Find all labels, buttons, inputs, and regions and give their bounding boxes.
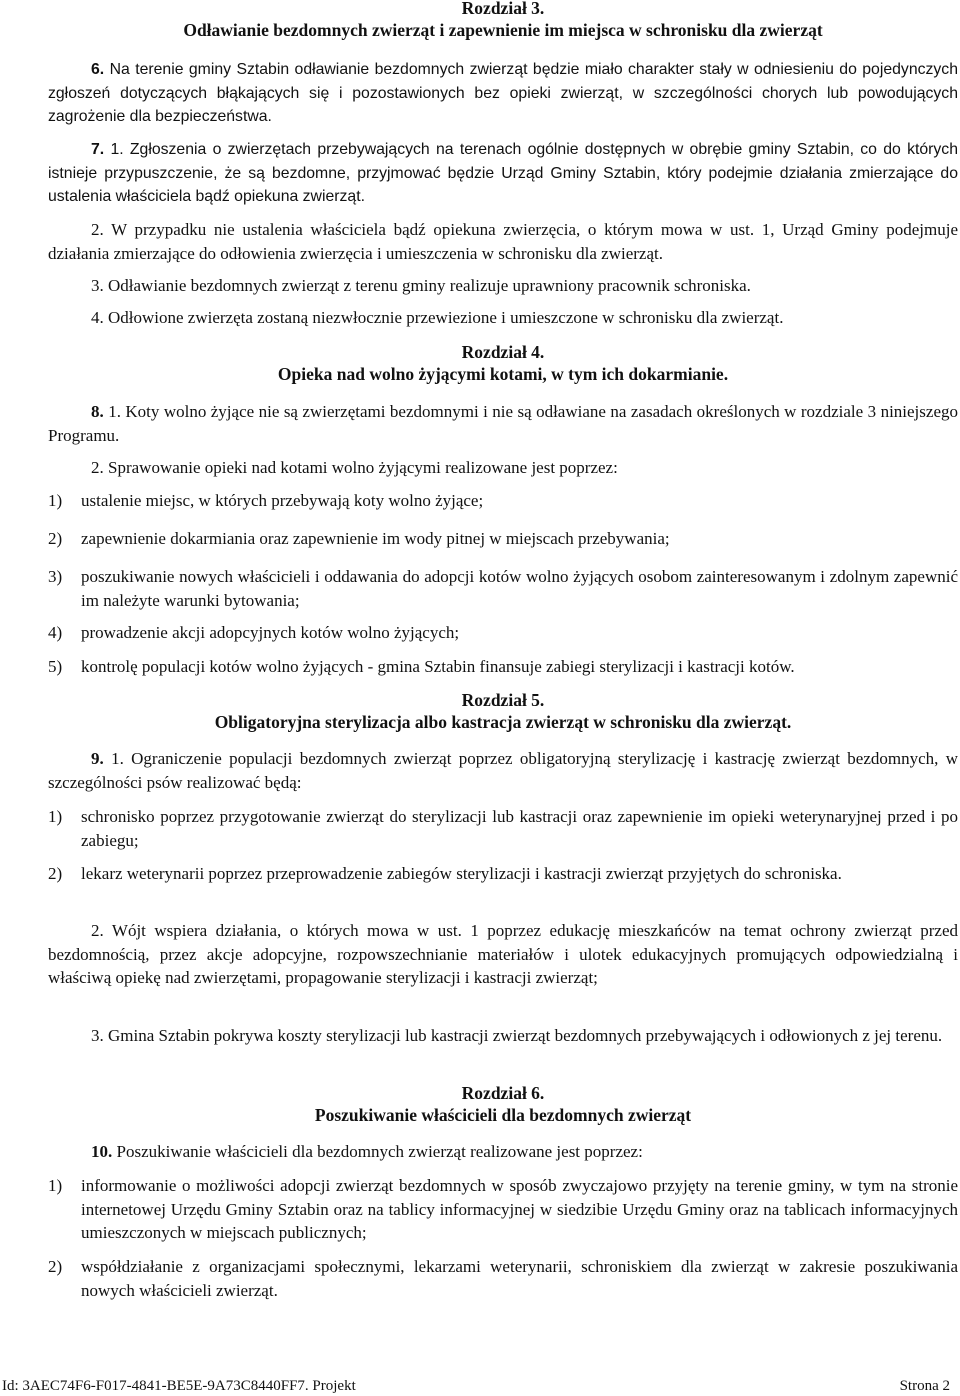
paragraph-8-2: 2. Sprawowanie opieki nad kotami wolno żyjącymi realizowane jest poprzez:: [91, 458, 618, 477]
paragraph-9-3: 3. Gmina Sztabin pokrywa koszty sterylizacji lub kastracji zwierząt bezdomnych przebywających i odłowionych z jej terenu.: [91, 1026, 943, 1045]
chapter-4-header: [48, 341, 958, 385]
list-item: [48, 527, 958, 551]
list-text: lekarz weterynarii poprzez przeprowadzenie zabiegów sterylizacji i kastracji zwierząt przyjętych do schroniska.: [81, 864, 842, 883]
chapter-6-header: [48, 1082, 958, 1126]
chapter-5-heading: Rozdział 5.: [461, 690, 545, 710]
chapter-3-title: Odławianie bezdomnych zwierząt i zapewnienie im miejsca w schronisku dla zwierząt: [183, 20, 823, 40]
paragraph-7-1: [48, 138, 958, 209]
paragraph-number: 10.: [91, 1142, 113, 1161]
list-item: [48, 489, 958, 513]
list-item: [48, 1174, 958, 1245]
list-number: 4): [48, 623, 63, 642]
chapter-5-header: [48, 689, 958, 733]
paragraph-number: 6.: [91, 61, 105, 78]
list-item: [48, 655, 958, 679]
paragraph-8-1: [48, 400, 958, 447]
list-number: 2): [48, 529, 63, 548]
paragraph-7-3: 3. Odławianie bezdomnych zwierząt z terenu gminy realizuje uprawniony pracownik schroniska.: [91, 276, 751, 295]
list-text: kontrolę populacji kotów wolno żyjących - gmina Sztabin finansuje zabiegi sterylizacji i kastracji kotów.: [81, 657, 795, 676]
paragraph-7-4: 4. Odłowione zwierzęta zostaną niezwłocznie przewiezione i umieszczone w schronisku dla zwierząt.: [91, 308, 784, 327]
chapter-3-heading: Rozdział 3.: [461, 0, 545, 18]
chapter-6-heading: Rozdział 6.: [461, 1083, 545, 1103]
paragraph-9-2: 2. Wójt wspiera działania, o których mowa w ust. 1 poprzez edukację mieszkańców na temat ochrony zwierząt przed bezdomnością, przez akcje adopcyjne, rozpowszechnianie materiałów i ulotek edukacyjnych promujących odpowiedzialną i właściwą opiekę nad zwierzętami, propagowanie sterylizacji i kastracji zwierząt;: [48, 921, 958, 987]
list-number: 1): [48, 491, 63, 510]
list-number: 2): [48, 864, 63, 883]
list-number: 1): [48, 807, 63, 826]
paragraph-number: 9.: [91, 749, 104, 768]
list-item: [48, 1255, 958, 1302]
list-number: 5): [48, 657, 63, 676]
list-item: [48, 805, 958, 852]
list-text: prowadzenie akcji adopcyjnych kotów wolno żyjących;: [81, 623, 460, 642]
paragraph-text: 1. Koty wolno żyjące nie są zwierzętami bezdomnymi i nie są odławiane na zasadach określonych w rozdziale 3 niniejszego Programu.: [48, 402, 958, 445]
list-text: informowanie o możliwości adopcji zwierząt bezdomnych w sposób zwyczajowo przyjęty na terenie gminy, w tym na stronie internetowej Urzędu Gminy Sztabin oraz na tablicy informacyjnej w siedzibie Urzędu Gminy oraz na tablicach informacyjnych umieszczonych w miejscach publicznych;: [81, 1176, 958, 1242]
paragraph-text: 1. Zgłoszenia o zwierzętach przebywających na terenach ogólnie dostępnych w obrębie gminy Sztabin, co do których istnieje przypuszczenie, że są bezdomne, przyjmować będzie Urząd Gminy Sztabin, który podejmie działania zmierzające do ustalenia właściciela bądź opiekuna zwierząt.: [48, 141, 958, 205]
list-item: [48, 565, 958, 612]
paragraph-text: Poszukiwanie właścicieli dla bezdomnych zwierząt realizowane jest poprzez:: [112, 1142, 643, 1161]
chapter-3-header: [48, 0, 958, 41]
chapter-5-title: Obligatoryjna sterylizacja albo kastracja zwierząt w schronisku dla zwierząt.: [214, 712, 792, 732]
chapter-4-title: Opieka nad wolno żyjącymi kotami, w tym ich dokarmianie.: [277, 364, 729, 384]
paragraph-text: 1. Ograniczenie populacji bezdomnych zwierząt poprzez obligatoryjną sterylizację i kastrację zwierząt bezdomnych, w szczególności psów realizować będą:: [48, 749, 958, 792]
list-number: 2): [48, 1257, 63, 1276]
list-item: [48, 621, 958, 645]
paragraph-7-2: 2. W przypadku nie ustalenia właściciela bądź opiekuna zwierzęcia, o którym mowa w ust. 1, Urząd Gminy podejmuje działania zmierzające do odłowienia zwierzęcia i umieszczenia w schronisku dla zwierząt.: [48, 220, 958, 263]
list-text: współdziałanie z organizacjami społecznymi, lekarzami weterynarii, schroniskiem dla zwierząt w zakresie poszukiwania nowych właścicieli zwierząt.: [81, 1257, 958, 1300]
list-number: 1): [48, 1176, 63, 1195]
paragraph-text: Na terenie gminy Sztabin odławianie bezdomnych zwierząt będzie miało charakter stały w odniesieniu do pojedynczych zgłoszeń dotyczących błąkających się i pozostawionych bez opieki zwierząt, w szczególności chorych lub powodujących zagrożenie dla bezpieczeństwa.: [48, 61, 958, 125]
list-text: schronisko poprzez przygotowanie zwierząt do sterylizacji lub kastracji oraz zapewnienie im opieki weterynaryjnej przed i po zabiegu;: [81, 807, 958, 850]
chapter-4-heading: Rozdział 4.: [461, 342, 545, 362]
list-item: [48, 862, 958, 886]
paragraph-6: [48, 58, 958, 129]
list-number: 3): [48, 567, 63, 586]
page-number: Strona 2: [899, 1378, 950, 1394]
paragraph-number: 7.: [91, 141, 105, 158]
list-text: poszukiwanie nowych właścicieli i oddawania do adopcji kotów wolno żyjących osobom zainteresowanym i zdolnym zapewnić im należyte warunki bytowania;: [81, 567, 958, 610]
paragraph-number: 8.: [91, 402, 104, 421]
document-id: Id: 3AEC74F6-F017-4841-BE5E-9A73C8440FF7. Projekt: [2, 1378, 356, 1394]
list-text: zapewnienie dokarmiania oraz zapewnienie im wody pitnej w miejscach przebywania;: [81, 529, 670, 548]
paragraph-10: [48, 1140, 958, 1164]
list-text: ustalenie miejsc, w których przebywają koty wolno żyjące;: [81, 491, 484, 510]
paragraph-9-1: [48, 747, 958, 794]
chapter-6-title: Poszukiwanie właścicieli dla bezdomnych zwierząt: [314, 1105, 692, 1125]
